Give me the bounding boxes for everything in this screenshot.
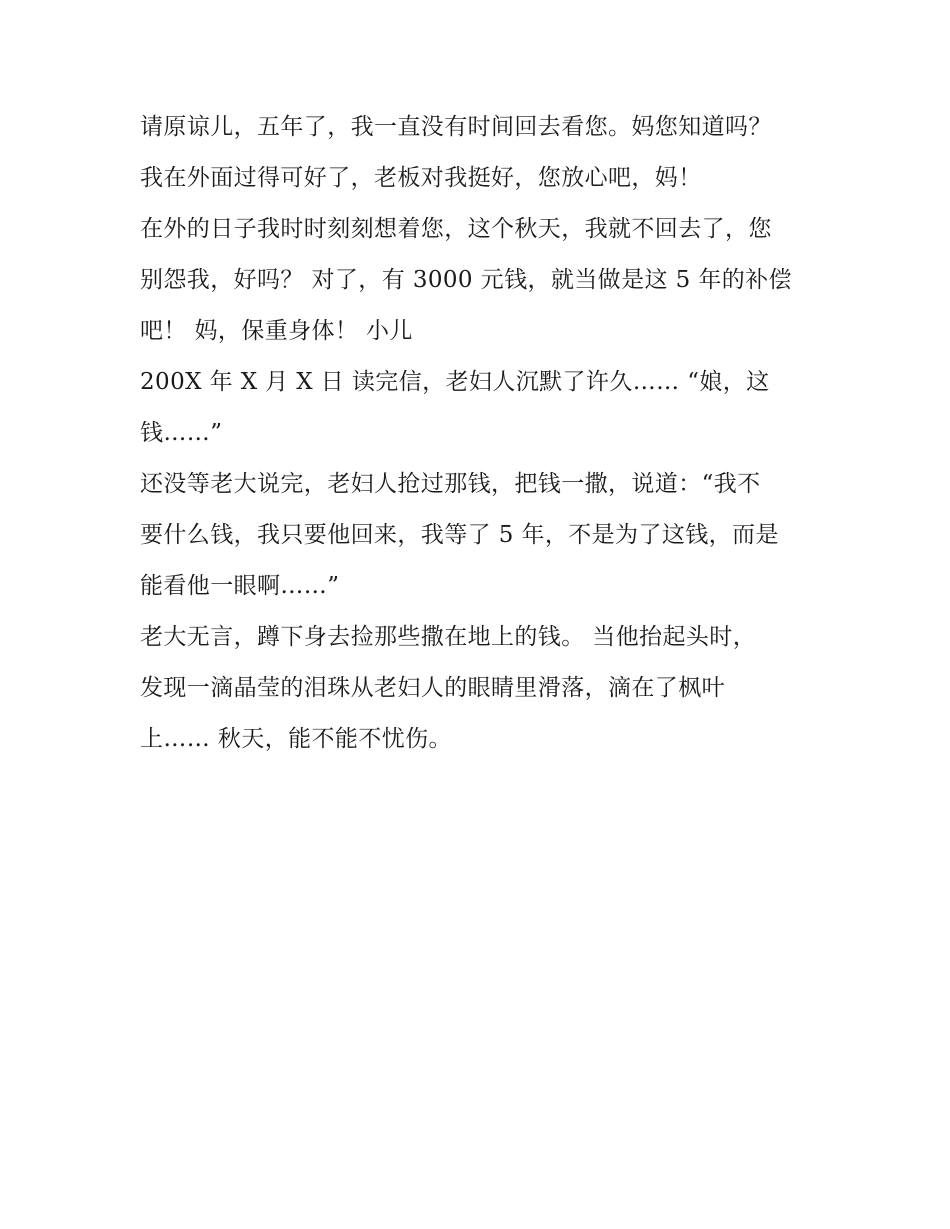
letter-body bbox=[140, 102, 820, 765]
text-line: 能看他一眼啊……” bbox=[140, 573, 340, 599]
text-line: 还没等老大说完，老妇人抢过那钱，把钱一撒，说道：“我不 bbox=[140, 471, 761, 497]
text-line: 在外的日子我时时刻刻想着您，这个秋天，我就不回去了，您 bbox=[140, 216, 772, 242]
text-line: 要什么钱，我只要他回来，我等了 5 年，不是为了这钱，而是 bbox=[140, 522, 779, 548]
text-line: 别怨我，好吗？ 对了，有 3000 元钱，就当做是这 5 年的补偿 bbox=[140, 267, 792, 293]
text-line: 请原谅儿，五年了，我一直没有时间回去看您。妈您知道吗？ bbox=[140, 114, 772, 140]
text-line: 我在外面过得可好了，老板对我挺好，您放心吧，妈！ bbox=[140, 165, 702, 191]
text-line: 吧！ 妈，保重身体！ 小儿 bbox=[140, 318, 413, 344]
text-line: 上…… 秋天，能不能不忧伤。 bbox=[140, 726, 452, 752]
text-line: 老大无言，蹲下身去捡那些撒在地上的钱。 当他抬起头时， bbox=[140, 624, 757, 650]
text-line: 钱……” bbox=[140, 420, 223, 446]
text-line: 200X 年 X 月 X 日 读完信，老妇人沉默了许久…… “娘，这 bbox=[140, 369, 770, 395]
text-line: 发现一滴晶莹的泪珠从老妇人的眼睛里滑落，滴在了枫叶 bbox=[140, 675, 725, 701]
